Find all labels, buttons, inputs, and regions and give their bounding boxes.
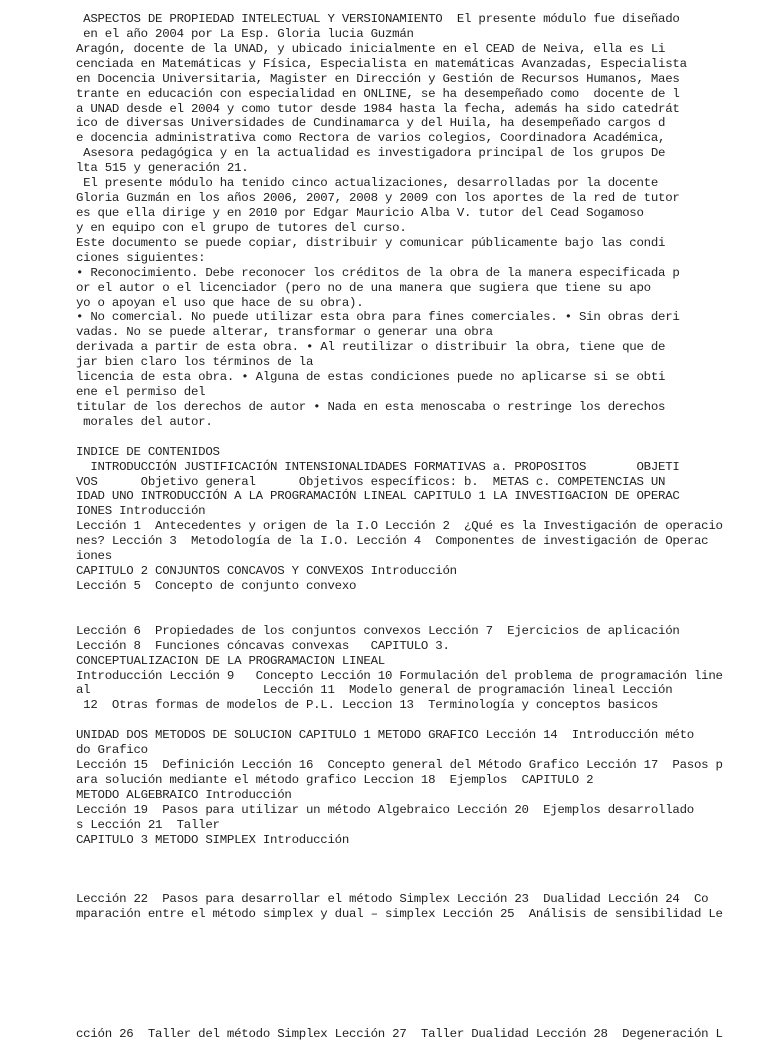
text-line: lta 515 y generación 21. <box>76 161 249 176</box>
text-line: Lección 5 Concepto de conjunto convexo <box>76 579 357 593</box>
text-line: ene el permiso del <box>76 385 206 399</box>
text-line: or el autor o el licenciador (pero no de una manera que sugiera que tiene su apo <box>76 280 651 295</box>
text-line: s Lección 21 Taller <box>76 817 220 832</box>
text-line: VOS Objetivo general Objetivos específicos: b. METAS c. COMPETENCIAS UN <box>76 474 666 489</box>
text-line: El presente módulo ha tenido cinco actualizaciones, desarrolladas por la docente <box>76 176 659 191</box>
text-line: titular de los derechos de autor • Nada en esta menoscaba o restringe los derechos <box>76 399 666 414</box>
text-line: Lección 15 Definición Lección 16 Concepto general del Método Grafico Lección 17 Pasos p <box>76 758 723 772</box>
text-line: ciones siguientes: <box>76 250 206 265</box>
text-line: a UNAD desde el 2004 y como tutor desde 1984 hasta la fecha, además ha sido catedrát <box>76 101 680 116</box>
text-line: cenciada en Matemáticas y Física, Especialista en matemáticas Avanzadas, Especialista <box>76 56 687 71</box>
text-line: INDICE DE CONTENIDOS <box>76 444 220 459</box>
text-line: Introducción Lección 9 Concepto Lección 10 Formulación del problema de programación line <box>76 668 723 683</box>
text-line: • No comercial. No puede utilizar esta obra para fines comerciales. • Sin obras deri <box>76 310 680 325</box>
text-line: derivada a partir de esta obra. • Al reutilizar o distribuir la obra, tiene que de <box>76 340 666 355</box>
text-line: trante en educación con especialidad en ONLINE, se ha desempeñado como docente de l <box>76 86 680 101</box>
text-line: en Docencia Universitaria, Magister en Dirección y Gestión de Recursos Humanos, Maes <box>76 71 680 86</box>
text-line: • Reconocimiento. Debe reconocer los créditos de la obra de la manera especificada p <box>76 265 680 280</box>
text-line: nes? Lección 3 Metodología de la I.O. Lección 4 Componentes de investigación de Operac <box>76 534 709 549</box>
text-line: e docencia administrativa como Rectora de varios colegios, Coordinadora Académica, <box>76 131 666 146</box>
text-line: morales del autor. <box>76 414 213 429</box>
text-line: yo o apoyan el uso que hace de su obra). <box>76 295 364 310</box>
text-line: INTRODUCCIÓN JUSTIFICACIÓN INTENSIONALIDADES FORMATIVAS a. PROPOSITOS OBJETI <box>76 459 680 474</box>
text-line: Lección 1 Antecedentes y origen de la I.O Lección 2 ¿Qué es la Investigación de operacio <box>76 519 723 534</box>
text-line: Lección 8 Funciones cóncavas convexas CAPITULO 3. <box>76 638 450 653</box>
text-line: Lección 6 Propiedades de los conjuntos convexos Lección 7 Ejercicios de aplicación <box>76 623 680 638</box>
text-line: Gloria Guzmán en los años 2006, 2007, 2008 y 2009 con los aportes de la red de tutor <box>76 191 680 205</box>
text-line: UNIDAD DOS METODOS DE SOLUCION CAPITULO 1 METODO GRAFICO Lección 14 Introducción méto <box>76 728 694 743</box>
text-line: CONCEPTUALIZACION DE LA PROGRAMACION LINEAL <box>76 653 385 668</box>
text-line: jar bien claro los términos de la <box>76 355 314 370</box>
text-line: mparación entre el método simplex y dual – simplex Lección 25 Análisis de sensibilidad Le <box>76 907 723 922</box>
text-line: al Lección 11 Modelo general de programación lineal Lección <box>76 683 673 698</box>
text-line: do Grafico <box>76 743 148 758</box>
text-line: y en equipo con el grupo de tutores del curso. <box>76 220 407 235</box>
text-line: Lección 22 Pasos para desarrollar el método Simplex Lección 23 Dualidad Lección 24 Co <box>76 892 709 907</box>
text-line: en el año 2004 por La Esp. Gloria lucia Guzmán <box>76 26 414 41</box>
text-line: ico de diversas Universidades de Cundinamarca y del Huila, ha desempeñado cargos d <box>76 116 666 131</box>
text-line: IONES Introducción <box>76 504 206 519</box>
text-line: iones <box>76 549 112 564</box>
text-line: METODO ALGEBRAICO Introducción <box>76 787 292 802</box>
text-line: Asesora pedagógica y en la actualidad es investigadora principal de los grupos De <box>76 146 666 161</box>
text-line: Aragón, docente de la UNAD, y ubicado inicialmente en el CEAD de Neiva, ella es Li <box>76 41 666 56</box>
text-line: CAPITULO 3 METODO SIMPLEX Introducción <box>76 832 350 847</box>
text-line: vadas. No se puede alterar, transformar o generar una obra <box>76 325 493 340</box>
text-line: IDAD UNO INTRODUCCIÓN A LA PROGRAMACIÓN LINEAL CAPITULO 1 LA INVESTIGACION DE OPERAC <box>76 489 680 504</box>
text-line: 12 Otras formas de modelos de P.L. Leccion 13 Terminología y conceptos basicos <box>76 698 659 713</box>
text-line: Lección 19 Pasos para utilizar un método Algebraico Lección 20 Ejemplos desarrollado <box>76 802 694 817</box>
text-line: ASPECTOS DE PROPIEDAD INTELECTUAL Y VERSIONAMIENTO El presente módulo fue diseñado <box>76 12 680 26</box>
text-line: CAPITULO 2 CONJUNTOS CONCAVOS Y CONVEXOS Introducción <box>76 564 457 578</box>
text-line: es que ella dirige y en 2010 por Edgar Mauricio Alba V. tutor del Cead Sogamoso <box>76 206 644 220</box>
text-line: licencia de esta obra. • Alguna de estas condiciones puede no aplicarse si se obti <box>76 370 666 385</box>
text-line: ara solución mediante el método grafico Leccion 18 Ejemplos CAPITULO 2 <box>76 772 594 787</box>
text-line: Este documento se puede copiar, distribuir y comunicar públicamente bajo las condi <box>76 235 666 250</box>
text-line: cción 26 Taller del método Simplex Lección 27 Taller Dualidad Lección 28 Degeneración L <box>76 1026 723 1041</box>
